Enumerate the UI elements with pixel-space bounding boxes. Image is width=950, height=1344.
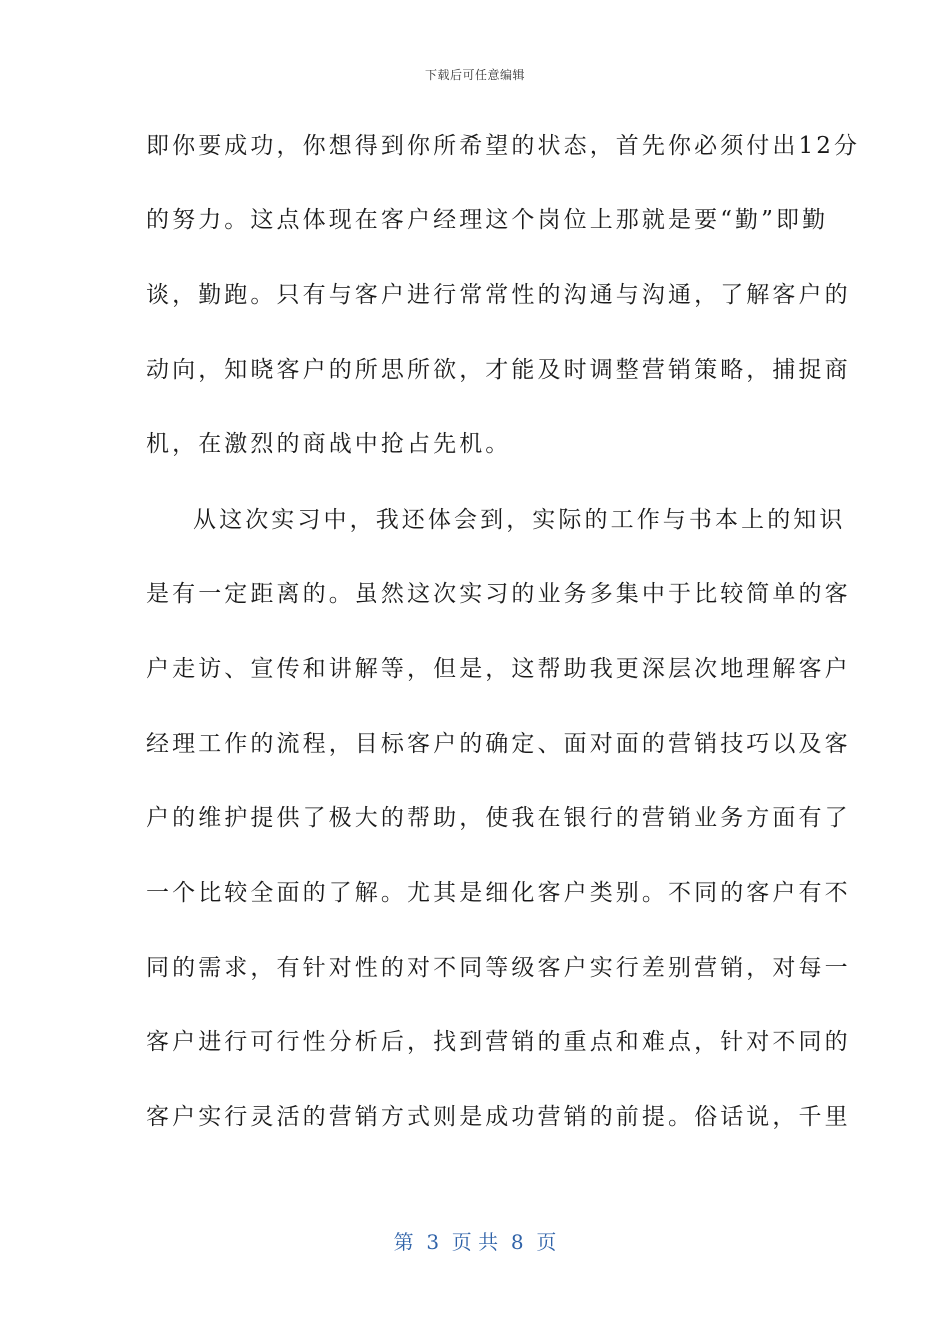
paragraph-2-line-4: 经理工作的流程，目标客户的确定、面对面的营销技巧以及客 [146,731,851,757]
paragraph-1-line-5: 机，在激烈的商战中抢占先机。 [146,431,512,457]
paragraph-2-line-2: 是有一定距离的。虽然这次实习的业务多集中于比较简单的客 [146,581,851,607]
paragraph-2-line-9: 客户实行灵活的营销方式则是成功营销的前提。俗话说，千里 [146,1104,851,1130]
page-number-footer: 第 3 页 共 8 页 [393,1230,557,1254]
page-header: 下载后可任意编辑 [424,68,525,82]
paragraph-1-line-4: 动向，知晓客户的所思所欲，才能及时调整营销策略，捕捉商 [146,357,851,383]
paragraph-2-line-5: 户的维护提供了极大的帮助，使我在银行的营销业务方面有了 [146,805,851,831]
paragraph-2-line-8: 客户进行可行性分析后，找到营销的重点和难点，针对不同的 [146,1029,851,1055]
paragraph-1-line-3: 谈，勤跑。只有与客户进行常常性的沟通与沟通，了解客户的 [146,282,851,308]
paragraph-2-line-7: 同的需求，有针对性的对不同等级客户实行差别营销，对每一 [146,955,851,981]
paragraph-2-line-3: 户走访、宣传和讲解等，但是，这帮助我更深层次地理解客户 [146,656,851,682]
paragraph-2-line-6: 一个比较全面的了解。尤其是细化客户类别。不同的客户有不 [146,880,851,906]
paragraph-2-line-1: 从这次实习中，我还体会到，实际的工作与书本上的知识 [193,507,846,533]
paragraph-1-line-2: 的努力。这点体现在客户经理这个岗位上那就是要“勤”即勤 [146,207,829,233]
paragraph-1-line-1: 即你要成功，你想得到你所希望的状态，首先你必须付出12分 [146,133,861,159]
